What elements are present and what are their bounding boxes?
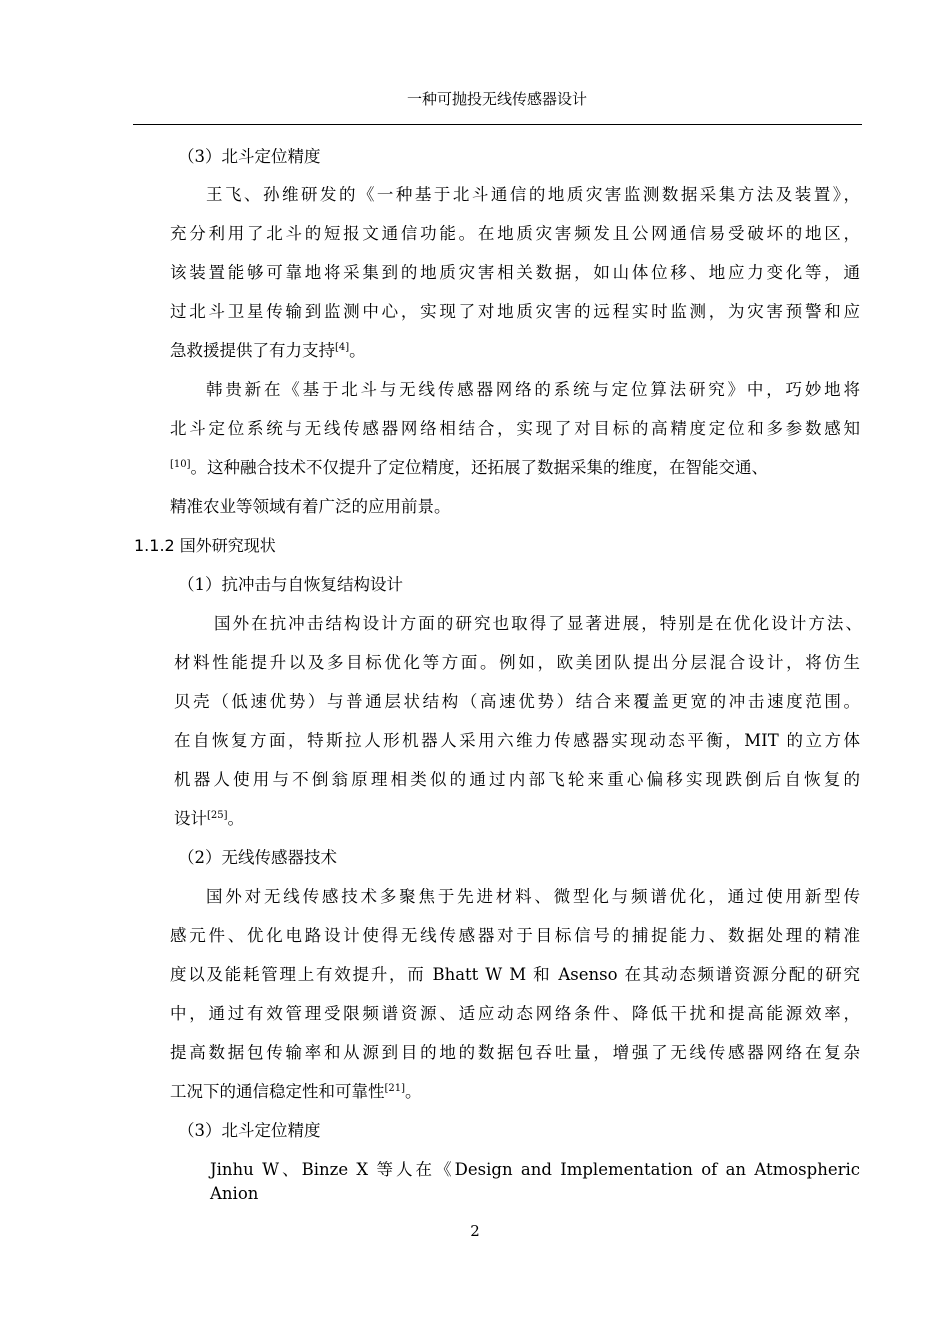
section-heading: 1.1.2 国外研究现状 xyxy=(134,536,276,555)
citation: [4] xyxy=(335,342,350,353)
paragraph-line: 过北斗卫星传输到监测中心，实现了对地质灾害的远程实时监测，为灾害预警和应 xyxy=(170,302,860,321)
paragraph-line xyxy=(170,339,366,363)
subheading-wireless: （2）无线传感器技术 xyxy=(178,848,337,867)
paragraph-line xyxy=(170,456,768,480)
line-text: 设计 xyxy=(174,809,207,828)
paragraph-line xyxy=(174,807,244,831)
paragraph-line: Jinhu W、Binze X 等人在《Design and Implementation of an Atmospheric Anion xyxy=(210,1160,860,1203)
paragraph-line: 充分利用了北斗的短报文通信功能。在地质灾害频发且公网通信易受破坏的地区， xyxy=(170,224,860,243)
line-end: 。 xyxy=(405,1082,422,1101)
paragraph-line: 材料性能提升以及多目标优化等方面。例如，欧美团队提出分层混合设计，将仿生 xyxy=(174,653,860,672)
subheading-beidou-foreign: （3）北斗定位精度 xyxy=(178,1121,321,1140)
citation: [21] xyxy=(384,1083,406,1094)
header-rule xyxy=(133,124,862,125)
paragraph-line: 王飞、孙维研发的《一种基于北斗通信的地质灾害监测数据采集方法及装置》， xyxy=(206,185,860,204)
line-text: 急救援提供了有力支持 xyxy=(170,341,335,360)
paragraph-line: 中，通过有效管理受限频谱资源、适应动态网络条件、降低干扰和提高能源效率， xyxy=(170,1004,860,1023)
line-text: 。这种融合技术不仅提升了定位精度，还拓展了数据采集的维度，在智能交通、 xyxy=(190,458,769,477)
running-header: 一种可抛投无线传感器设计 xyxy=(406,90,587,108)
paragraph-line: 该装置能够可靠地将采集到的地质灾害相关数据，如山体位移、地应力变化等，通 xyxy=(170,263,860,282)
paragraph-line: 韩贵新在《基于北斗与无线传感器网络的系统与定位算法研究》中，巧妙地将 xyxy=(206,380,860,399)
paragraph-line xyxy=(170,1080,422,1104)
page-number: 2 xyxy=(470,1222,480,1240)
subheading-impact: （1）抗冲击与自恢复结构设计 xyxy=(178,575,403,594)
paragraph-line: 北斗定位系统与无线传感器网络相结合，实现了对目标的高精度定位和多参数感知 xyxy=(170,419,860,438)
paragraph-line: 度以及能耗管理上有效提升，而 Bhatt W M 和 Asenso 在其动态频谱资源分配的研究 xyxy=(170,965,860,984)
paragraph-line: 贝壳（低速优势）与普通层状结构（高速优势）结合来覆盖更宽的冲击速度范围。 xyxy=(174,692,860,711)
citation: [10] xyxy=(170,459,191,470)
paragraph-line: 感元件、优化电路设计使得无线传感器对于目标信号的捕捉能力、数据处理的精准 xyxy=(170,926,860,945)
paragraph-line: 在自恢复方面，特斯拉人形机器人采用六维力传感器实现动态平衡，MIT 的立方体 xyxy=(174,731,860,750)
paragraph-line: 提高数据包传输率和从源到目的地的数据包吞吐量，增强了无线传感器网络在复杂 xyxy=(170,1043,860,1062)
paragraph-line: 精准农业等领域有着广泛的应用前景。 xyxy=(170,497,451,516)
subheading-beidou-domestic: （3）北斗定位精度 xyxy=(178,147,321,166)
paragraph-line: 国外在抗冲击结构设计方面的研究也取得了显著进展，特别是在优化设计方法、 xyxy=(214,614,862,633)
paragraph-line: 国外对无线传感技术多聚焦于先进材料、微型化与频谱优化，通过使用新型传 xyxy=(206,887,860,906)
line-text: 工况下的通信稳定性和可靠性 xyxy=(170,1082,385,1101)
citation: [25] xyxy=(207,810,228,821)
line-end: 。 xyxy=(349,341,366,360)
line-end: 。 xyxy=(227,809,245,828)
paragraph-line: 机器人使用与不倒翁原理相类似的通过内部飞轮来重心偏移实现跌倒后自恢复的 xyxy=(174,770,860,789)
